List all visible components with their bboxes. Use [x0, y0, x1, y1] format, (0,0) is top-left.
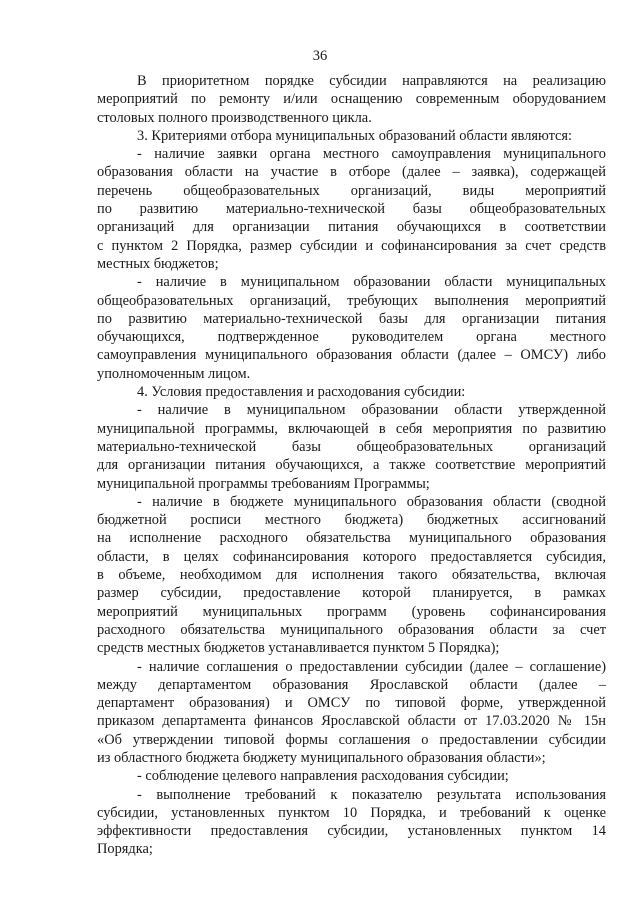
text-line: Порядка; — [97, 841, 153, 858]
text-line: мероприятий муниципальных программ (уровень софинансирования — [97, 603, 606, 620]
page-number: 36 — [312, 48, 328, 64]
text-line: обучающихся, подтвержденное руководителем органа местного — [97, 329, 606, 346]
text-line: столовых полного производственного цикла. — [97, 109, 372, 126]
text-line: муниципальной программы требованиям Программы; — [97, 475, 430, 492]
text-line: уполномоченным лицом. — [97, 365, 251, 382]
text-line: самоуправления муниципального образования области (далее – ОМСУ) либо — [97, 347, 606, 364]
text-line: приказом департамента финансов Ярославской области от 17.03.2020 № 15н — [97, 713, 606, 730]
text-line: мероприятий по ремонту и/или оснащению современным оборудованием — [97, 91, 606, 108]
text-line: - соблюдение целевого направления расходования субсидии; — [137, 768, 509, 785]
text-line: департамент образования) и ОМСУ по типовой форме, утвержденной — [97, 695, 606, 712]
text-line: - наличие заявки органа местного самоуправления муниципального — [137, 146, 606, 163]
text-line: организаций для организации питания обучающихся в соответствии — [97, 219, 606, 236]
text-line: области, в целях софинансирования которого предоставляется субсидия, — [97, 548, 606, 565]
text-line: эффективности предоставления субсидии, установленных пунктом 14 — [97, 823, 606, 840]
text-line: из областного бюджета бюджету муниципального образования области»; — [97, 749, 546, 766]
text-line: - наличие в муниципальном образовании области муниципальных — [137, 274, 606, 291]
text-line: бюджетной росписи местного бюджета) бюджетных ассигнований — [97, 512, 606, 529]
text-line: - наличие в муниципальном образовании области утвержденной — [137, 402, 606, 419]
text-line: расходного обязательства муниципального образования области за счет — [97, 621, 606, 638]
text-line: - выполнение требований к показателю результата использования — [137, 786, 606, 803]
document-body — [97, 72, 606, 859]
text-line: местных бюджетов; — [97, 255, 219, 272]
text-line: средств местных бюджетов устанавливается пунктом 5 Порядка); — [97, 640, 500, 657]
text-line: на исполнение расходного обязательства муниципального образования — [97, 530, 606, 547]
text-line: муниципальной программы, включающей в себя мероприятия по развитию — [97, 420, 606, 437]
text-line: субсидии, установленных пунктом 10 Порядка, и требований к оценке — [97, 804, 606, 821]
text-line: размер субсидии, предоставление которой планируется, в рамках — [97, 585, 606, 602]
text-line: с пунктом 2 Порядка, размер субсидии и софинансирования за счет средств — [97, 237, 606, 254]
text-line: по развитию материально-технической базы для организации питания — [97, 310, 606, 327]
text-line: образования области на участие в отборе (далее – заявка), содержащей — [97, 164, 606, 181]
text-line: «Об утверждении типовой формы соглашения о предоставлении субсидии — [97, 731, 606, 748]
text-line: материально-технической базы общеобразовательных организаций — [97, 438, 606, 455]
text-line: 3. Критериями отбора муниципальных образований области являются: — [137, 127, 573, 144]
text-line: В приоритетном порядке субсидии направляются на реализацию — [137, 73, 606, 89]
text-line: - наличие соглашения о предоставлении субсидии (далее – соглашение) — [137, 658, 606, 675]
text-line: общеобразовательных организаций, требующих выполнения мероприятий — [97, 292, 606, 309]
text-line: в объеме, необходимом для исполнения такого обязательства, включая — [97, 567, 606, 584]
text-line: 4. Условия предоставления и расходования субсидии: — [137, 384, 466, 401]
text-line: между департаментом образования Ярославской области (далее – — [97, 676, 606, 693]
text-line: для организации питания обучающихся, а также соответствие мероприятий — [97, 457, 606, 474]
text-line: перечень общеобразовательных организаций, виды мероприятий — [97, 182, 606, 199]
text-line: по развитию материально-технической базы общеобразовательных — [97, 201, 606, 218]
text-line: - наличие в бюджете муниципального образования области (сводной — [137, 493, 606, 510]
